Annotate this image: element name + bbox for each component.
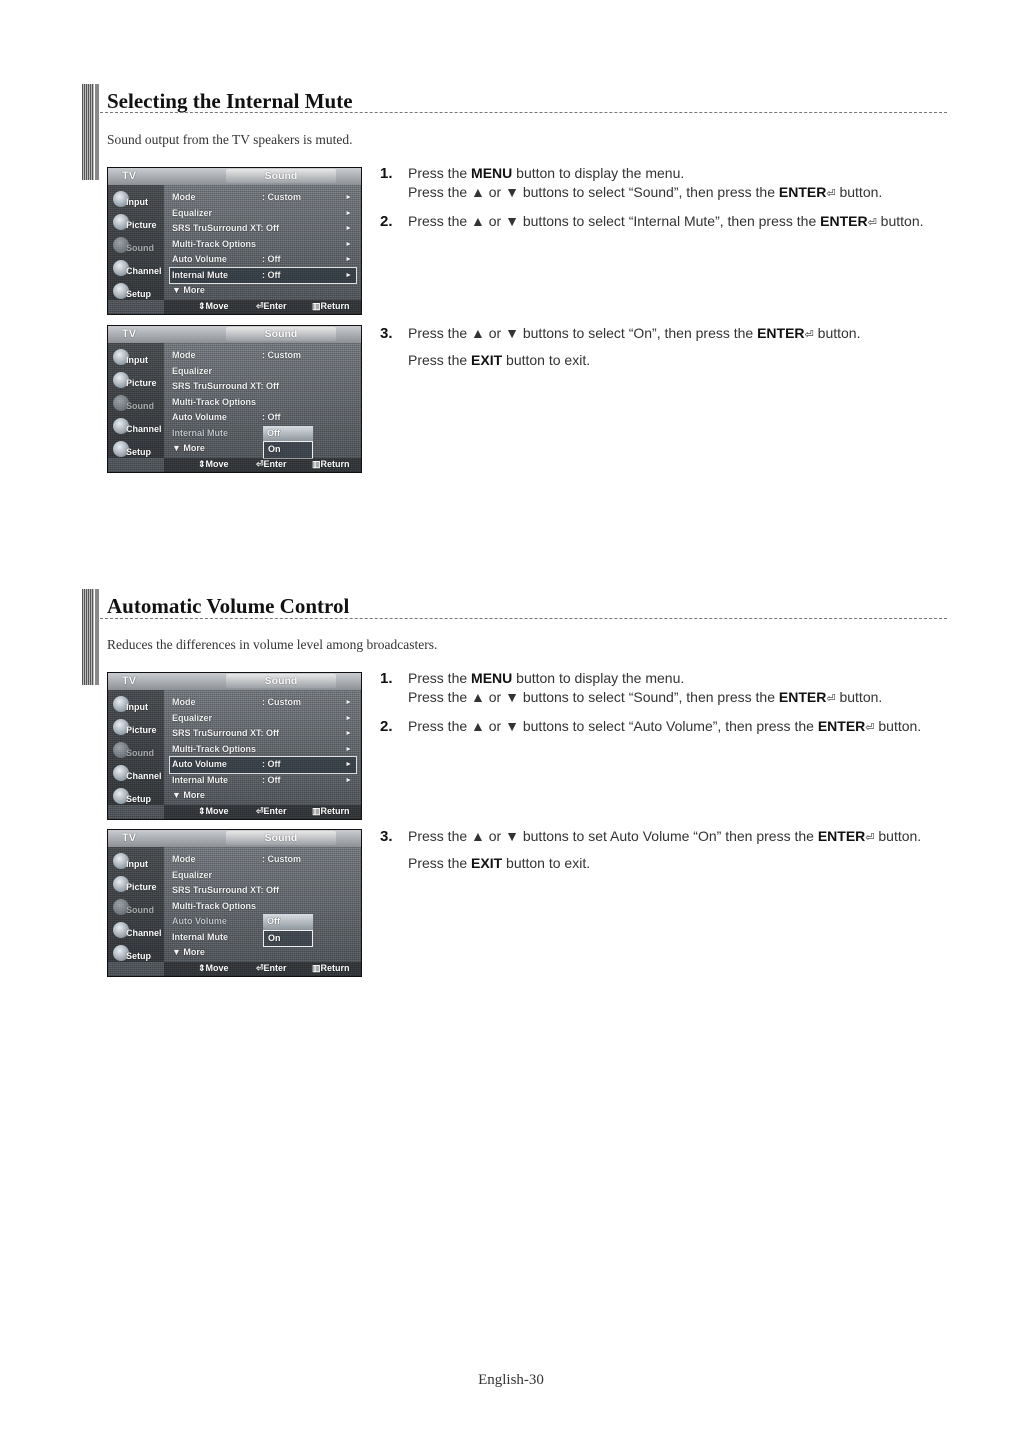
enter-icon: ⏎: [826, 188, 836, 200]
osd-item-name: SRS TruSurround XT: Off: [172, 381, 279, 391]
step-number: 1.: [380, 165, 393, 182]
steps-group-1: [380, 669, 980, 738]
osd-footer-hint: ⏎Enter: [256, 459, 287, 469]
osd-footer-hint: ⇕Move: [198, 963, 229, 973]
osd-menu-item: [170, 268, 356, 284]
step-text: button.: [835, 184, 883, 200]
osd-footer-hint: ▥Return: [312, 963, 350, 973]
step-text-line: [408, 717, 980, 738]
chevron-right-icon: ►: [345, 271, 352, 279]
chevron-right-icon: ►: [345, 699, 352, 706]
step-text: Press the: [408, 855, 472, 871]
osd-item-name: Auto Volume: [172, 759, 227, 769]
osd-item-value: : Off: [262, 774, 281, 785]
step-text: Press the ▲ or ▼ buttons to select “Internal Mute”, then press the: [408, 213, 821, 229]
osd-item-name: Equalizer: [172, 207, 213, 218]
button-name: MENU: [471, 165, 513, 181]
osd-sidebar-label: Setup: [126, 794, 152, 804]
step-text-line: [408, 669, 980, 688]
osd-menu-item: [170, 742, 356, 758]
step-text-line: [408, 351, 980, 370]
step-text: button.: [874, 828, 922, 844]
osd-option: Off: [263, 914, 313, 930]
step-text-line: [408, 164, 980, 183]
osd-tv-label: TV: [122, 328, 137, 340]
osd-item-name: Equalizer: [172, 365, 213, 376]
osd-menu-title: Sound: [226, 674, 336, 688]
osd-footer-hint: ⇕Move: [198, 459, 229, 469]
steps-group-2: [380, 324, 980, 370]
osd-footer-hint: ⇕Move: [198, 806, 229, 816]
osd-menu-item: [170, 410, 356, 426]
step-text: button.: [876, 213, 924, 229]
step-text-line: [408, 688, 980, 709]
title-rule: [100, 618, 947, 619]
title-rule: [100, 112, 947, 113]
osd-menu-item: [170, 348, 356, 364]
step-text: button.: [813, 325, 861, 341]
steps-group-1: [380, 164, 980, 233]
osd-footer-hint: ⏎Enter: [256, 963, 287, 973]
osd-sidebar-label: Channel: [126, 928, 162, 938]
osd-menu-item: [170, 945, 356, 961]
step-text: button.: [835, 689, 883, 705]
enter-icon: ⏎: [826, 693, 836, 705]
steps-group-2: [380, 827, 980, 873]
osd-item-name: Auto Volume: [172, 412, 227, 422]
step-text: Press the ▲ or ▼ buttons to set Auto Volume “On” then press the: [408, 828, 818, 844]
step-2: [380, 212, 980, 233]
step-text: button to display the menu.: [512, 670, 685, 686]
step-text: Press the: [408, 670, 472, 686]
osd-sidebar: [108, 185, 164, 300]
osd-item-name: Equalizer: [172, 712, 213, 723]
section-description: Reduces the differences in volume level among broadcasters.: [107, 637, 438, 652]
step-2: [380, 717, 980, 738]
button-name: ENTER: [778, 689, 827, 705]
chevron-right-icon: ►: [345, 761, 352, 768]
osd-sidebar-label: Channel: [126, 771, 162, 781]
osd-item-name: Mode: [172, 697, 196, 707]
section-marker-bar: [82, 589, 94, 685]
osd-menu-item: [170, 726, 356, 742]
osd-menu-list: [170, 695, 356, 804]
osd-item-name: Multi-Track Options: [172, 396, 257, 407]
step-number: 2.: [380, 213, 393, 230]
osd-option-popup: [263, 426, 313, 459]
step-text: button to exit.: [502, 855, 591, 871]
step-1: [380, 164, 980, 204]
osd-footer-hint: ⇕Move: [198, 301, 229, 311]
osd-item-value: : Custom: [262, 350, 301, 360]
osd-option: Off: [263, 426, 313, 442]
osd-item-name: Internal Mute: [172, 269, 229, 280]
osd-menu-item: [170, 788, 356, 804]
osd-menu-title: Sound: [226, 831, 336, 845]
osd-option-popup: [263, 914, 313, 947]
osd-menu-item: [170, 364, 356, 380]
step-text: Press the ▲ or ▼ buttons to select “On”, then press the: [408, 325, 758, 341]
osd-footer: [164, 805, 361, 819]
chevron-right-icon: ►: [345, 256, 352, 263]
osd-item-value: : Off: [262, 759, 281, 769]
osd-menu-item: [170, 711, 356, 727]
osd-item-name: SRS TruSurround XT: Off: [172, 728, 279, 738]
osd-tv-label: TV: [122, 170, 137, 182]
chevron-right-icon: ►: [345, 209, 352, 217]
section-marker-line: [95, 589, 99, 685]
osd-sidebar: [108, 847, 164, 962]
osd-item-name: Internal Mute: [172, 931, 229, 942]
step-text: Press the ▲ or ▼ buttons to select “Auto Volume”, then press the: [408, 718, 818, 734]
osd-item-value: : Custom: [262, 192, 301, 202]
osd-item-name: Internal Mute: [172, 427, 229, 438]
step-text-line: [408, 324, 980, 345]
osd-menu-item: [170, 237, 356, 253]
button-name: ENTER: [778, 184, 827, 200]
osd-sidebar: [108, 343, 164, 458]
osd-menu-item: [170, 190, 356, 206]
osd-sidebar-item: [110, 279, 162, 305]
step-number: 3.: [380, 325, 393, 342]
step-number: 3.: [380, 828, 393, 845]
osd-option: On: [263, 441, 313, 459]
osd-menu-item: [170, 852, 356, 868]
button-name: EXIT: [471, 855, 503, 871]
osd-item-name: ▼ More: [172, 790, 205, 800]
step-text: Press the ▲ or ▼ buttons to select “Sound”, then press the: [408, 184, 779, 200]
tv-menu-screenshot: [107, 167, 362, 315]
osd-header: [108, 830, 361, 847]
section-marker-bar: [82, 84, 94, 180]
button-name: ENTER: [757, 325, 805, 341]
step-text: button to exit.: [502, 352, 591, 368]
button-name: ENTER: [817, 828, 866, 844]
osd-footer-hint: ▥Return: [312, 806, 350, 816]
chevron-right-icon: ►: [345, 225, 352, 232]
osd-item-value: : Custom: [262, 854, 301, 864]
osd-footer-hint: ⏎Enter: [256, 806, 287, 816]
osd-sidebar-label: Setup: [126, 289, 152, 299]
osd-item-name: ▼ More: [172, 285, 205, 295]
osd-sidebar: [108, 690, 164, 805]
osd-item-name: Internal Mute: [172, 774, 229, 785]
osd-menu-item: [170, 883, 356, 899]
osd-sidebar-label: Sound: [126, 905, 154, 915]
button-name: EXIT: [471, 352, 503, 368]
osd-header: [108, 326, 361, 343]
osd-item-name: Mode: [172, 192, 196, 202]
tv-menu-screenshot: [107, 672, 362, 820]
osd-sidebar-label: Input: [126, 197, 148, 207]
osd-item-name: SRS TruSurround XT: Off: [172, 223, 279, 233]
osd-sidebar-label: Picture: [126, 725, 157, 735]
enter-icon: ⏎: [804, 329, 814, 341]
osd-tv-label: TV: [122, 832, 137, 844]
page-number: English-30: [478, 1372, 544, 1388]
enter-icon: ⏎: [865, 722, 875, 734]
section-title: Automatic Volume Control: [107, 594, 350, 618]
tv-menu-screenshot: [107, 325, 362, 473]
osd-item-name: Mode: [172, 350, 196, 360]
osd-item-value: : Custom: [262, 697, 301, 707]
osd-sidebar-label: Sound: [126, 748, 154, 758]
section-description: Sound output from the TV speakers is muted.: [107, 132, 353, 147]
step-text-line: [408, 854, 980, 873]
osd-item-value: : Off: [262, 412, 281, 422]
chevron-right-icon: ►: [345, 730, 352, 737]
tv-menu-screenshot: [107, 829, 362, 977]
osd-sidebar-label: Picture: [126, 882, 157, 892]
osd-menu-item: [170, 221, 356, 237]
osd-sidebar-label: Setup: [126, 447, 152, 457]
osd-footer-hint: ⏎Enter: [256, 301, 287, 311]
step-text: button to display the menu.: [512, 165, 685, 181]
osd-item-value: : Off: [262, 269, 281, 280]
osd-item-name: ▼ More: [172, 947, 205, 957]
osd-menu-item: [170, 868, 356, 884]
step-number: 2.: [380, 718, 393, 735]
chevron-right-icon: ►: [345, 240, 352, 248]
step-text-line: [408, 212, 980, 233]
osd-menu-title: Sound: [226, 169, 336, 183]
step-text: Press the: [408, 352, 472, 368]
osd-menu-item: [170, 283, 356, 299]
osd-sidebar-label: Sound: [126, 401, 154, 411]
osd-menu-item: [170, 899, 356, 915]
osd-menu-item: [170, 206, 356, 222]
osd-menu-item: [170, 773, 356, 789]
osd-sidebar-label: Picture: [126, 220, 157, 230]
osd-sidebar-item: [110, 437, 162, 463]
osd-menu-list: [170, 190, 356, 299]
chevron-right-icon: ►: [345, 776, 352, 784]
button-name: ENTER: [817, 718, 866, 734]
osd-footer-hint: ▥Return: [312, 301, 350, 311]
osd-item-name: Mode: [172, 854, 196, 864]
osd-menu-item: [170, 395, 356, 411]
osd-footer: [164, 300, 361, 314]
osd-menu-item: [170, 757, 356, 773]
osd-footer-hint: ▥Return: [312, 459, 350, 469]
osd-sidebar-item: [110, 784, 162, 810]
osd-item-name: Equalizer: [172, 869, 213, 880]
osd-item-name: Multi-Track Options: [172, 900, 257, 911]
osd-sidebar-item: [110, 941, 162, 967]
osd-item-name: Auto Volume: [172, 916, 227, 926]
osd-sidebar-label: Picture: [126, 378, 157, 388]
enter-icon: ⏎: [867, 217, 877, 229]
osd-item-value: : Off: [262, 254, 281, 264]
step-text-line: [408, 827, 980, 848]
osd-item-name: SRS TruSurround XT: Off: [172, 885, 279, 895]
step-1: [380, 669, 980, 709]
enter-icon: ⏎: [865, 832, 875, 844]
osd-item-name: Multi-Track Options: [172, 238, 257, 249]
button-name: ENTER: [820, 213, 868, 229]
osd-menu-item: [170, 252, 356, 268]
osd-sidebar-label: Channel: [126, 266, 162, 276]
osd-sidebar-label: Channel: [126, 424, 162, 434]
osd-option: On: [263, 930, 313, 948]
step-text: button.: [874, 718, 922, 734]
step-text: Press the: [408, 165, 472, 181]
section-title: Selecting the Internal Mute: [107, 89, 353, 113]
osd-sidebar-label: Sound: [126, 243, 154, 253]
step-3: [380, 324, 980, 370]
osd-menu-item: [170, 379, 356, 395]
osd-menu-title: Sound: [226, 327, 336, 341]
osd-header: [108, 168, 361, 185]
osd-tv-label: TV: [122, 675, 137, 687]
step-number: 1.: [380, 670, 393, 687]
osd-footer: [164, 458, 361, 472]
osd-sidebar-label: Setup: [126, 951, 152, 961]
step-text-line: [408, 183, 980, 204]
osd-item-name: Auto Volume: [172, 254, 227, 264]
osd-sidebar-label: Input: [126, 702, 148, 712]
osd-header: [108, 673, 361, 690]
chevron-right-icon: ►: [345, 714, 352, 722]
chevron-right-icon: ►: [345, 194, 352, 201]
chevron-right-icon: ►: [345, 745, 352, 753]
osd-sidebar-label: Input: [126, 355, 148, 365]
section-marker-line: [95, 84, 99, 180]
osd-footer: [164, 962, 361, 976]
osd-item-name: ▼ More: [172, 443, 205, 453]
osd-item-name: Multi-Track Options: [172, 743, 257, 754]
button-name: MENU: [471, 670, 513, 686]
osd-sidebar-label: Input: [126, 859, 148, 869]
step-text: Press the ▲ or ▼ buttons to select “Sound”, then press the: [408, 689, 779, 705]
step-3: [380, 827, 980, 873]
osd-menu-item: [170, 695, 356, 711]
